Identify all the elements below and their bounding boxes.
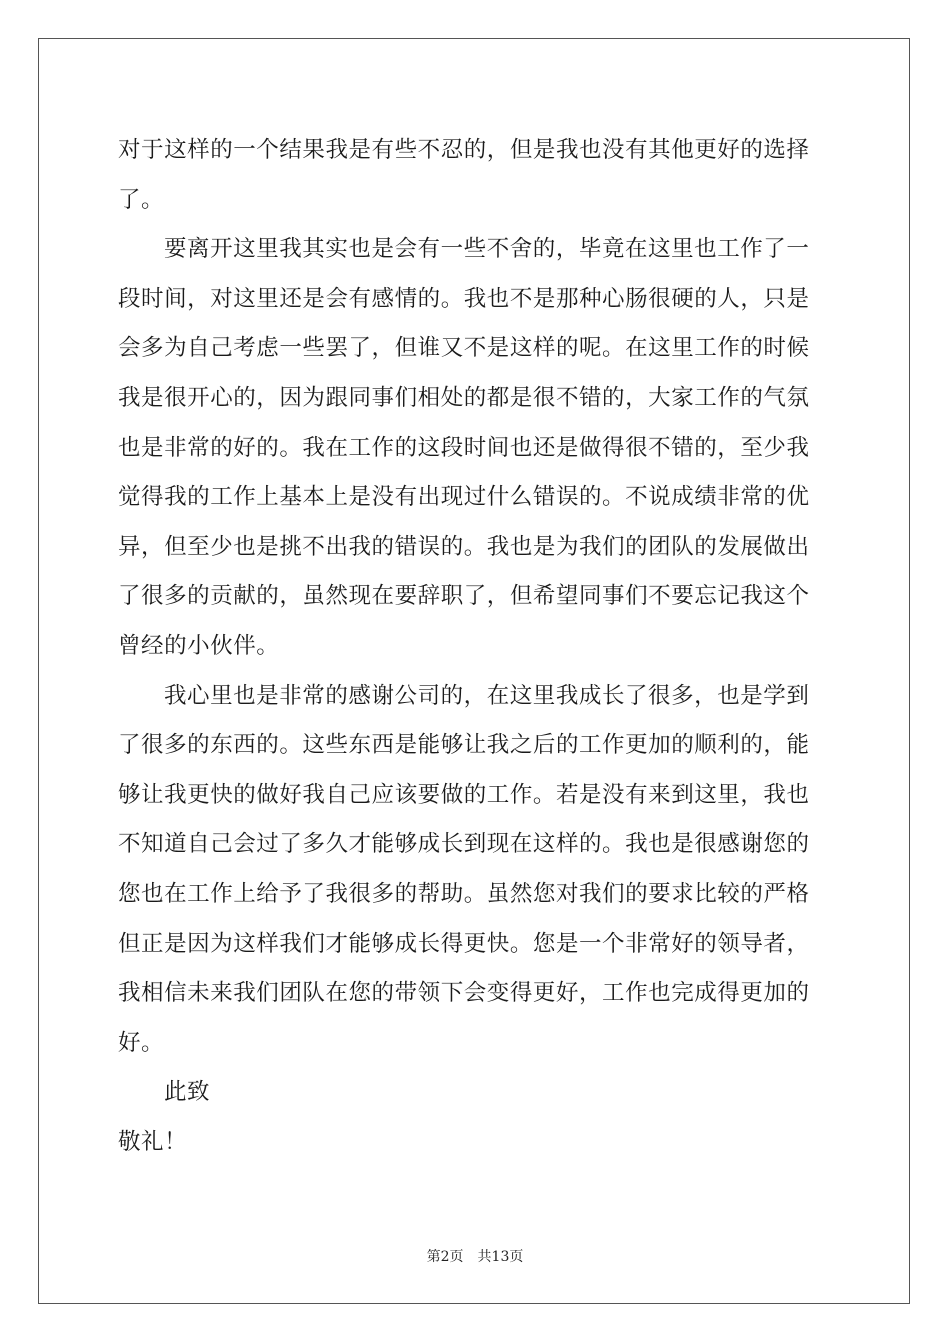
text-line: 您也在工作上给予了我很多的帮助。虽然您对我们的要求比较的严格: [118, 880, 810, 907]
closing-regards: 敬礼！: [118, 1128, 188, 1155]
text-line: 了。: [118, 186, 165, 213]
text-line: 也是非常的好的。我在工作的这段时间也还是做得很不错的，至少我: [118, 434, 810, 461]
paragraph-start-line: 我心里也是非常的感谢公司的，在这里我成长了很多，也是学到: [164, 682, 810, 709]
text-line: 会多为自己考虑一些罢了，但谁又不是这样的呢。在这里工作的时候: [118, 335, 810, 362]
page-footer: [0, 1246, 950, 1266]
text-line: 段时间，对这里还是会有感情的。我也不是那种心肠很硬的人，只是: [118, 285, 810, 312]
text-line: 但正是因为这样我们才能够成长得更快。您是一个非常好的领导者，: [118, 930, 810, 957]
text-line: 我相信未来我们团队在您的带领下会变得更好，工作也完成得更加的: [118, 980, 810, 1007]
text-line: 我是很开心的，因为跟同事们相处的都是很不错的，大家工作的气氛: [118, 384, 810, 411]
text-line: 好。: [118, 1029, 165, 1056]
text-line: 觉得我的工作上基本上是没有出现过什么错误的。不说成绩非常的优: [118, 484, 810, 511]
text-line: 了很多的贡献的，虽然现在要辞职了，但希望同事们不要忘记我这个: [118, 583, 810, 610]
text-line: 够让我更快的做好我自己应该要做的工作。若是没有来到这里，我也: [118, 781, 810, 808]
page-number: 第2页: [426, 1249, 464, 1265]
paragraph-start-line: 要离开这里我其实也是会有一些不舍的，毕竟在这里也工作了一: [164, 236, 810, 263]
text-line: 异，但至少也是挑不出我的错误的。我也是为我们的团队的发展做出: [118, 533, 810, 560]
text-line: 对于这样的一个结果我是有些不忍的，但是我也没有其他更好的选择: [118, 137, 810, 163]
text-line: 了很多的东西的。这些东西是能够让我之后的工作更加的顺利的，能: [118, 732, 810, 759]
text-line: 不知道自己会过了多久才能够成长到现在这样的。我也是很感谢您的: [118, 831, 810, 858]
page-total: 共13页: [477, 1249, 524, 1265]
closing-salutation: 此致: [164, 1079, 211, 1106]
letter-body: [118, 126, 834, 1167]
text-line: 曾经的小伙伴。: [118, 632, 280, 659]
